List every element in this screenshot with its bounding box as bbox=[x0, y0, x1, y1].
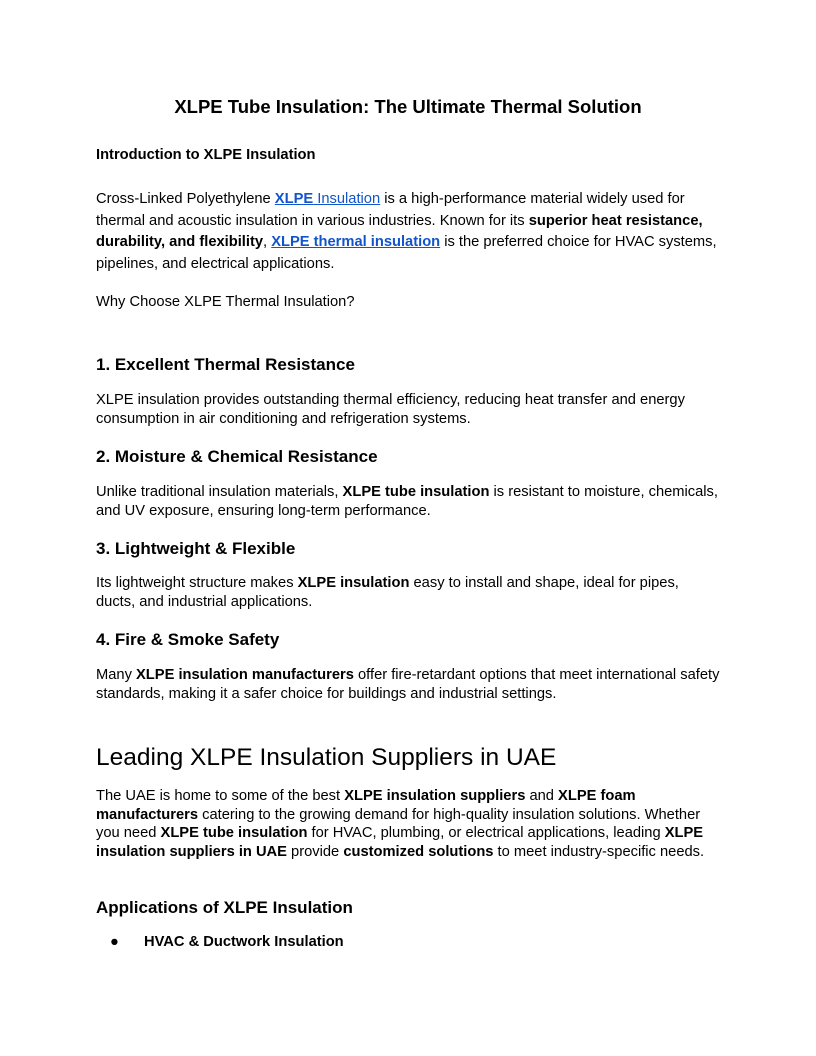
xlpe-insulation-link[interactable] bbox=[275, 191, 380, 207]
section-2-text-b: is resistant to moisture, chemicals, and UV exposure, ensuring long-term performance. bbox=[96, 484, 718, 519]
section-1-text: XLPE insulation provides outstanding thermal efficiency, reducing heat transfer and energy consumption in air conditioning and refrigeration systems. bbox=[96, 392, 685, 427]
suppliers-paragraph bbox=[96, 787, 720, 861]
section-4-bold: XLPE insulation manufacturers bbox=[136, 667, 354, 683]
list-item bbox=[96, 933, 344, 951]
applications-heading: Applications of XLPE Insulation bbox=[96, 898, 353, 917]
xlpe-thermal-insulation-link[interactable] bbox=[271, 234, 440, 250]
suppliers-heading: Leading XLPE Insulation Suppliers in UAE bbox=[96, 744, 557, 771]
section-3-heading: 3. Lightweight & Flexible bbox=[96, 539, 296, 558]
suppliers-b1: XLPE insulation suppliers bbox=[344, 788, 526, 804]
link-bold-part: XLPE bbox=[274, 191, 314, 207]
intro-paragraph bbox=[96, 189, 726, 275]
suppliers-b4: XLPE insulation suppliers in UAE bbox=[96, 825, 704, 860]
section-3-text-a: Its lightweight structure makes bbox=[96, 575, 298, 591]
section-2-bold: XLPE tube insulation bbox=[342, 484, 490, 500]
suppliers-b3: XLPE tube insulation bbox=[160, 825, 308, 842]
intro-text-c: , bbox=[263, 234, 272, 250]
intro-bold-text: superior heat resistance, durability, and flexibility bbox=[96, 212, 703, 250]
intro-heading: Introduction to XLPE Insulation bbox=[96, 147, 316, 163]
suppliers-b5: customized solutions bbox=[343, 843, 494, 860]
section-2-text-a: Unlike traditional insulation materials, bbox=[96, 484, 343, 500]
section-4-text bbox=[96, 666, 720, 703]
link-rest-part: Insulation bbox=[313, 191, 381, 207]
suppliers-t2: and bbox=[525, 788, 559, 804]
intro-text-b: is a high-performance material widely used for thermal and acoustic insulation in various industries. Known for its bbox=[96, 191, 685, 229]
document-title: XLPE Tube Insulation: The Ultimate Thermal Solution bbox=[174, 96, 642, 117]
bullet-icon: ● bbox=[110, 934, 119, 950]
link2-text: XLPE thermal insulation bbox=[271, 234, 441, 250]
section-4-text-a: Many bbox=[96, 667, 136, 683]
section-2-text bbox=[96, 483, 720, 520]
suppliers-t5: provide bbox=[286, 843, 344, 860]
section-3-text bbox=[96, 574, 720, 611]
section-4-text-b: offer fire-retardant options that meet international safety standards, making it a safer choice for buildings and industrial settings. bbox=[96, 667, 720, 702]
section-3-bold: XLPE insulation bbox=[297, 575, 410, 591]
list-item-label: HVAC & Ductwork Insulation bbox=[144, 934, 344, 950]
suppliers-t4: for HVAC, plumbing, or electrical applications, leading bbox=[307, 825, 665, 842]
section-3-text-b: easy to install and shape, ideal for pipes, ducts, and industrial applications. bbox=[96, 575, 679, 610]
applications-list bbox=[96, 933, 344, 951]
suppliers-t6: to meet industry-specific needs. bbox=[493, 843, 705, 860]
section-4-heading: 4. Fire & Smoke Safety bbox=[96, 630, 280, 649]
why-choose-text: Why Choose XLPE Thermal Insulation? bbox=[96, 294, 355, 310]
suppliers-t1: The UAE is home to some of the best bbox=[96, 788, 345, 804]
intro-text-d: is the preferred choice for HVAC systems, pipelines, and electrical applications. bbox=[96, 234, 717, 272]
section-2-heading: 2. Moisture & Chemical Resistance bbox=[96, 447, 378, 466]
suppliers-b2: XLPE foam manufacturers bbox=[96, 788, 636, 823]
suppliers-t3: catering to the growing demand for high-quality insulation solutions. Whether you need bbox=[96, 806, 701, 842]
intro-text-a: Cross-Linked Polyethylene bbox=[96, 191, 275, 207]
section-1-heading: 1. Excellent Thermal Resistance bbox=[96, 355, 355, 374]
